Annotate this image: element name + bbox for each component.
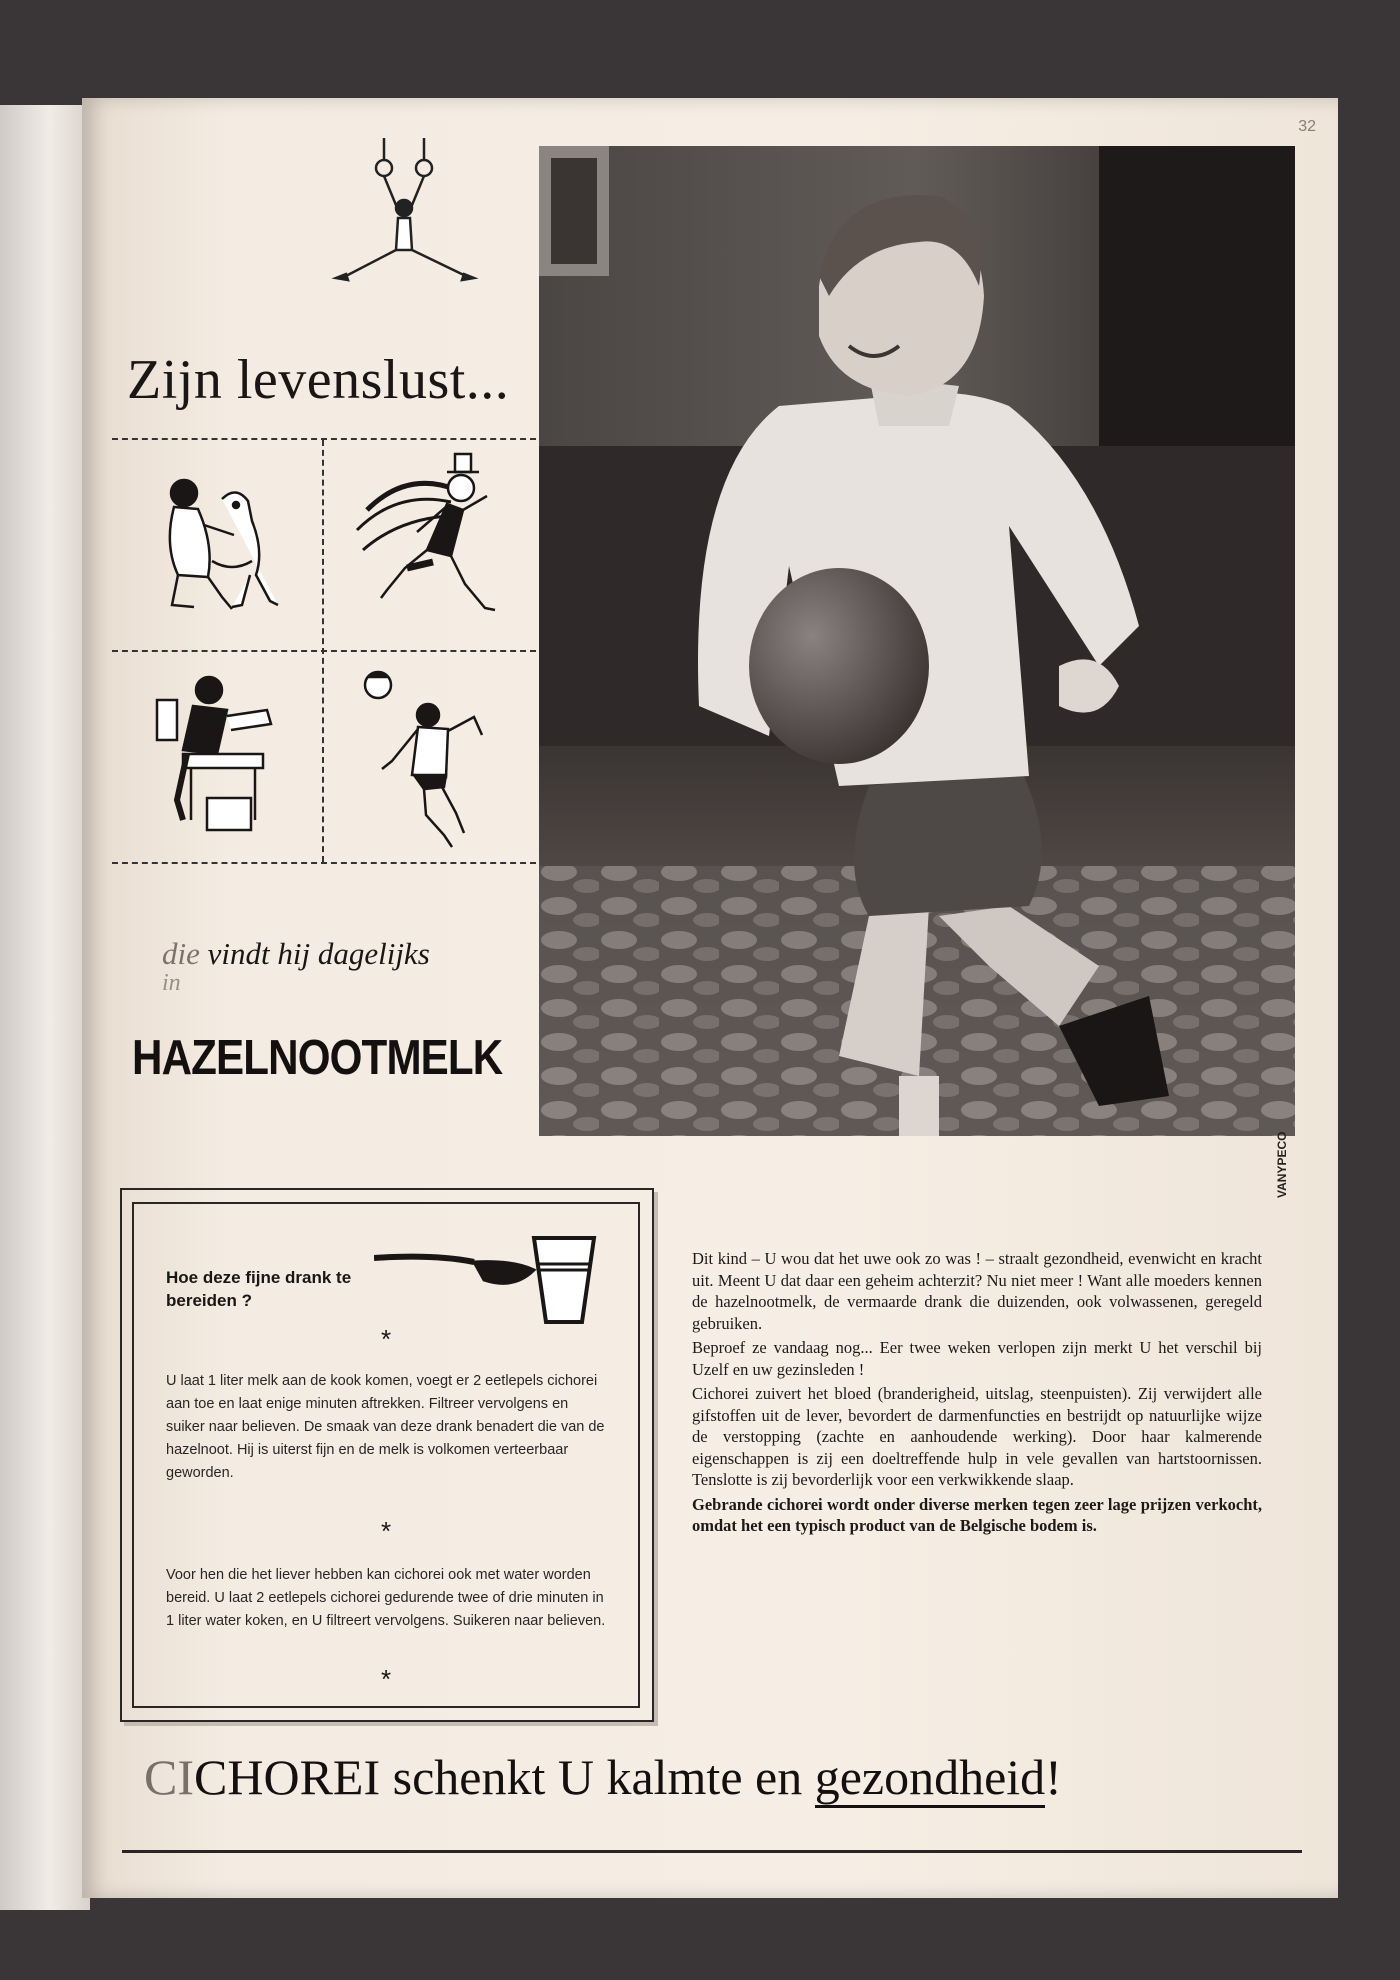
book-spine-left-page: [0, 105, 90, 1910]
slogan-underlined: gezondheid: [815, 1749, 1045, 1808]
slogan-main: CHOREI schenkt U kalmte en: [194, 1749, 815, 1805]
product-name: HAZELNOOTMELK: [132, 1031, 503, 1085]
recipe-star-3: *: [380, 1664, 392, 1694]
recipe-paragraph-1: U laat 1 liter melk aan de kook komen, voegt er 2 eetlepels cichorei aan toe en laat enige minuten aftrekken. Filtreer vervolgens en suiker naar believen. De smaak van deze drank benadert die van de hazelnoot. Hij is uiterst fijn en de melk is volkomen verteerbaar geworden.: [166, 1373, 605, 1481]
slogan-faded: CI: [144, 1749, 194, 1805]
body-paragraph-2: Beproef ze vandaag nog... Eer twee weken verlopen zijn merkt U het verschil bij Uzelf en uw gezinsleden !: [692, 1338, 1262, 1379]
boy-at-desk-icon: [147, 670, 297, 850]
body-paragraph-1: Dit kind – U wou dat het uwe ook zo was ! – straalt gezondheid, evenwicht en kracht uit. Meent U dat daar een geheim achterzit? Nu niet meer ! Want alle moeders kennen de hazelnootmelk, de vermaarde drank die duizenden, ook volwassenen, geregeld gebruiken.: [692, 1249, 1262, 1333]
photo-boy-with-ball: [539, 146, 1295, 1136]
spoon-and-glass-icon: [374, 1230, 604, 1330]
tagline-line2: in: [162, 970, 181, 996]
page-number: 32: [1298, 118, 1316, 135]
gymnast-icon: [322, 138, 492, 288]
magazine-page: [82, 98, 1338, 1898]
tagline-main: vindt hij dagelijks: [207, 936, 430, 971]
bottom-rule: [122, 1850, 1302, 1853]
recipe-title: Hoe deze fijne drank te bereiden ?: [166, 1268, 352, 1310]
recipe-box: [120, 1188, 654, 1722]
recipe-paragraph-2: Voor hen die het liever hebben kan cichorei ook met water worden bereid. U laat 2 eetlepels cichorei gedurende twee of drie minuten in 1 liter water koken, en U filtreert vervolgens. Suikeren naar believen.: [166, 1567, 606, 1629]
photo-illustration: [539, 146, 1295, 1136]
slogan: [144, 1748, 1304, 1806]
recipe-inner-frame: [132, 1202, 640, 1708]
headline: Zijn levenslust...: [127, 349, 510, 411]
boy-with-dog-icon: [152, 465, 292, 625]
body-copy: [692, 1248, 1262, 1540]
photo-credit: VANYPECO: [1275, 1131, 1289, 1198]
running-boy-icon: [347, 450, 507, 640]
body-paragraph-bold: Gebrande cichorei wordt onder diverse merken tegen zeer lage prijzen verkocht, omdat het een typisch product van de Belgische bodem is.: [692, 1494, 1262, 1535]
recipe-star-2: *: [380, 1516, 392, 1546]
tagline: [162, 936, 430, 997]
boy-with-ball-icon: [352, 665, 512, 855]
illustration-grid: [112, 438, 536, 864]
slogan-end: !: [1045, 1749, 1062, 1805]
recipe-star-1: *: [380, 1324, 392, 1354]
body-paragraph-3: Cichorei zuivert het bloed (branderigheid, uitslag, steenpuisten). Zij verwijdert alle gifstoffen uit de lever, bevordert de darmenfuncties en bestrijdt op natuurlijke wijze de verstopping (zachte en aanhoudende werking). Door haar kalmerende eigenschappen is zij een doeltreffende hulp in vele gevallen van hartstoornissen. Tenslotte is zij bevorderlijk voor een verkwikkende slaap.: [692, 1384, 1262, 1489]
tagline-faded: die: [162, 936, 200, 971]
